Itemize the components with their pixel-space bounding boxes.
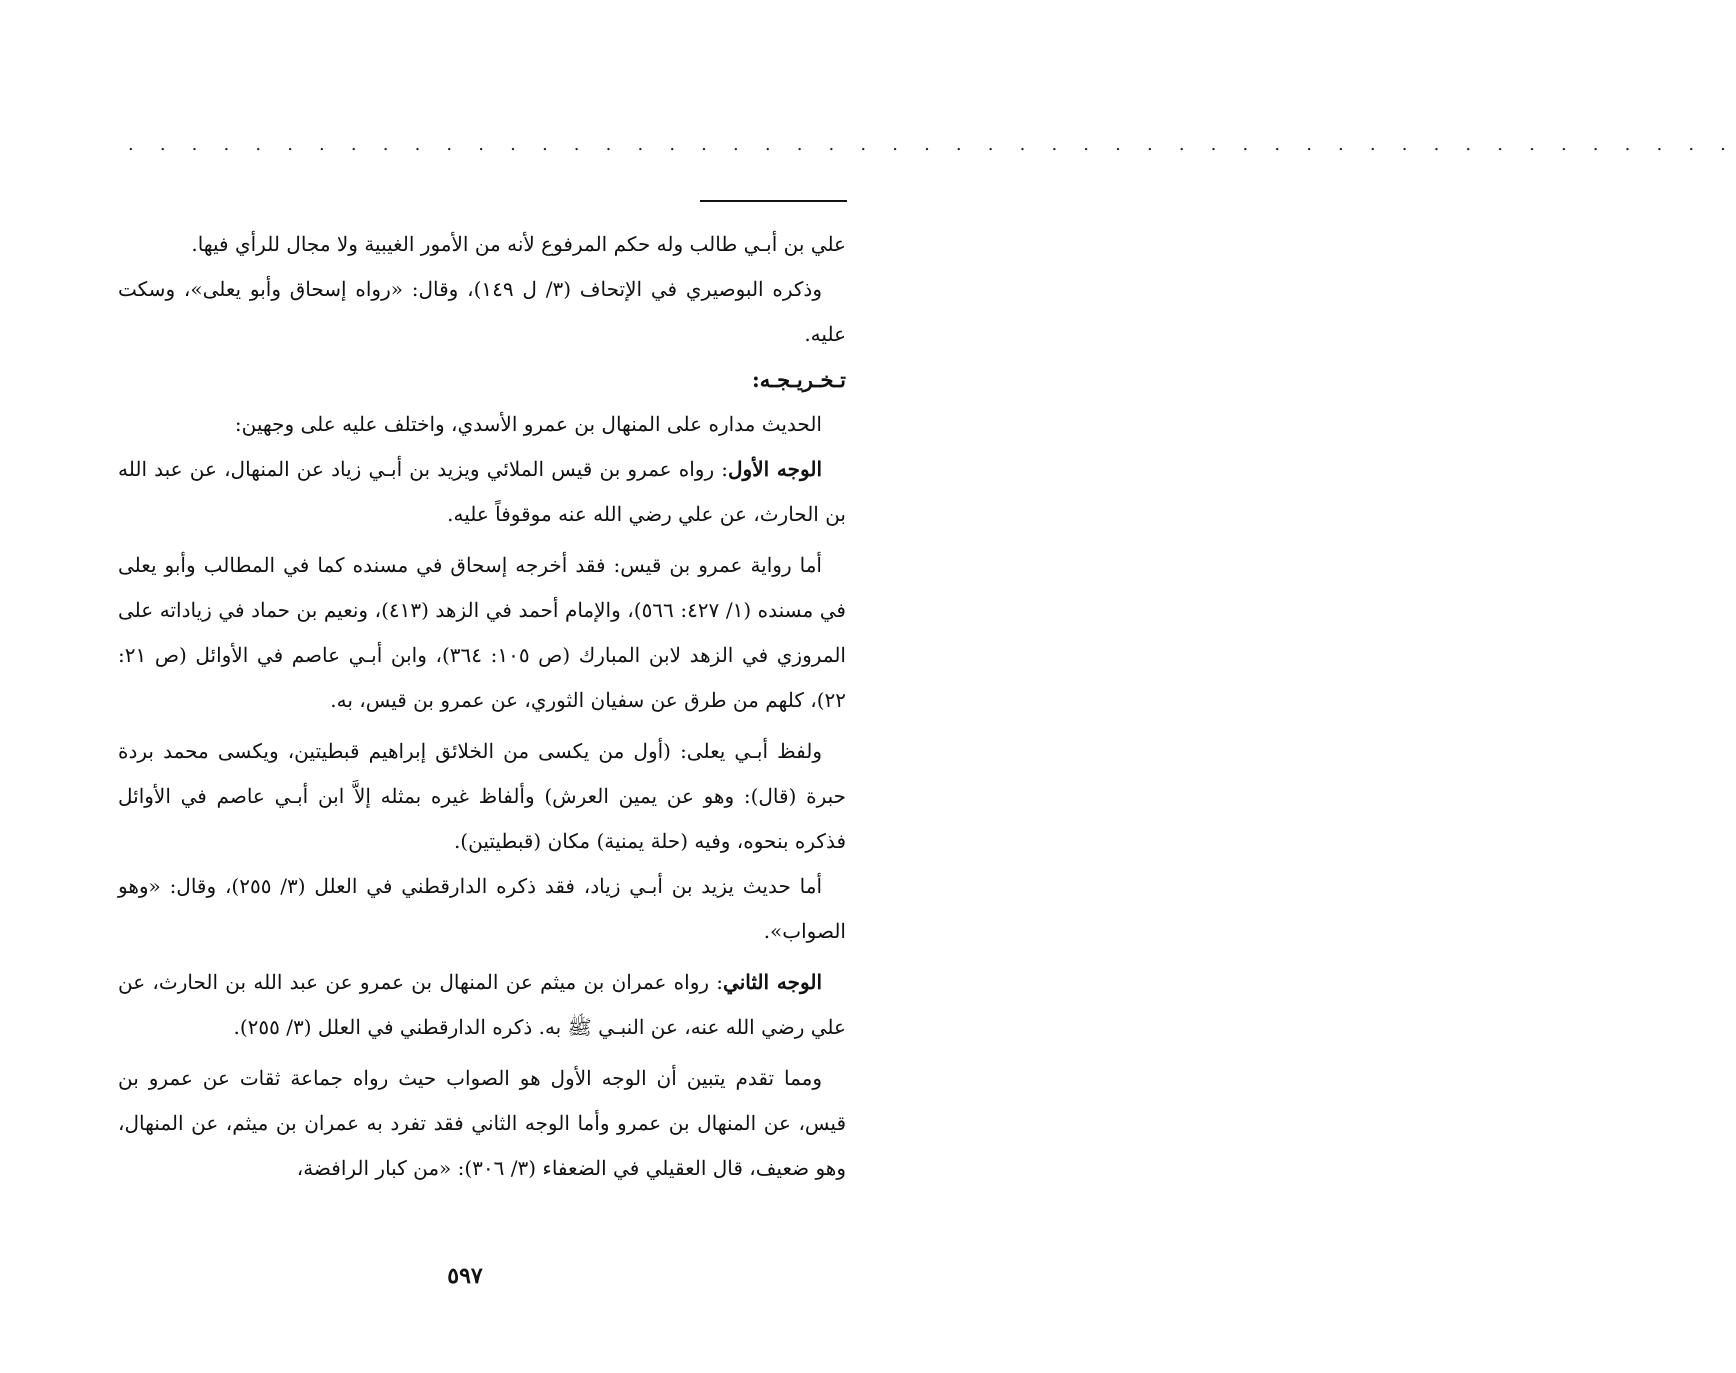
section-heading: تـخـريـجـه:	[751, 367, 846, 392]
wajh-1-text: : رواه عمرو بن قيس الملائي ويزيد بن أبـي زياد عن المنهال، عن عبد الله بن الحارث، عن علي رضي الله عنه موقوفاً عليه.	[118, 457, 846, 526]
main-text	[118, 222, 846, 1191]
dotted-separator: . . . . . . . . . . . . . . . . . . . . . . . . . . . . . . . . . . . . . . . . . . . . . . . . . . .	[128, 134, 1736, 155]
riwaya-amr-paragraph: أما رواية عمرو بن قيس: فقد أخرجه إسحاق في مسنده كما في المطالب وأبو يعلى في مسنده (١/ ٤٢٧: ٥٦٦)، والإمام أحمد في الزهد (٤١٣)، ونعيم بن حماد في زياداته على المروزي في الزهد لابن المبارك (ص ١٠٥: ٣٦٤)، وابن أبـي عاصم في الأوائل (ص ٢١: ٢٢)، كلهم من طرق عن سفيان الثوري، عن عمرو بن قيس، به.	[118, 553, 846, 712]
footnote-rule	[700, 200, 847, 202]
wajh-2-paragraph	[118, 960, 846, 1050]
footnote-line: علي بن أبـي طالب وله حكم المرفوع لأنه من الأمور الغيبية ولا مجال للرأي فيها.	[191, 232, 846, 256]
wajh-2-text: : رواه عمران بن ميثم عن المنهال بن عمرو عن عبد الله بن الحارث، عن علي رضي الله عنه، عن النبـي ﷺ به. ذكره الدارقطني في العلل (٣/ ٢٥٥).	[118, 970, 846, 1039]
page-number: ٥٩٧	[447, 1263, 483, 1289]
wajh-2-label: الوجه الثاني	[723, 970, 822, 994]
conclusion-paragraph: ومما تقدم يتبين أن الوجه الأول هو الصواب حيث رواه جماعة ثقات عن عمرو بن قيس، عن المنهال بن عمرو وأما الوجه الثاني فقد تفرد به عمران بن ميثم، عن المنهال، وهو ضعيف، قال العقيلي في الضعفاء (٣/ ٣٠٦): «من كبار الرافضة،	[118, 1066, 846, 1180]
footnote-busiri: وذكره البوصيري في الإتحاف (٣/ ل ١٤٩)، وقال: «رواه إسحاق وأبو يعلى»، وسكت عليه.	[118, 277, 846, 346]
yazid-paragraph: أما حديث يزيد بن أبـي زياد، فقد ذكره الدارقطني في العلل (٣/ ٢٥٥)، وقال: «وهو الصواب».	[118, 874, 846, 943]
wajh-1-paragraph	[118, 447, 846, 537]
lafz-paragraph: ولفظ أبـي يعلى: (أول من يكسى من الخلائق إبراهيم قبطيتين، ويكسى محمد بردة حبرة (قال): وهو عن يمين العرش) وألفاظ غيره بمثله إلاَّ ابن أبـي عاصم في الأوائل فذكره بنحوه، وفيه (حلة يمنية) مكان (قبطيتين).	[118, 739, 846, 853]
wajh-1-label: الوجه الأول	[728, 457, 822, 481]
intro-paragraph: الحديث مداره على المنهال بن عمرو الأسدي، واختلف عليه على وجهين:	[234, 412, 822, 436]
